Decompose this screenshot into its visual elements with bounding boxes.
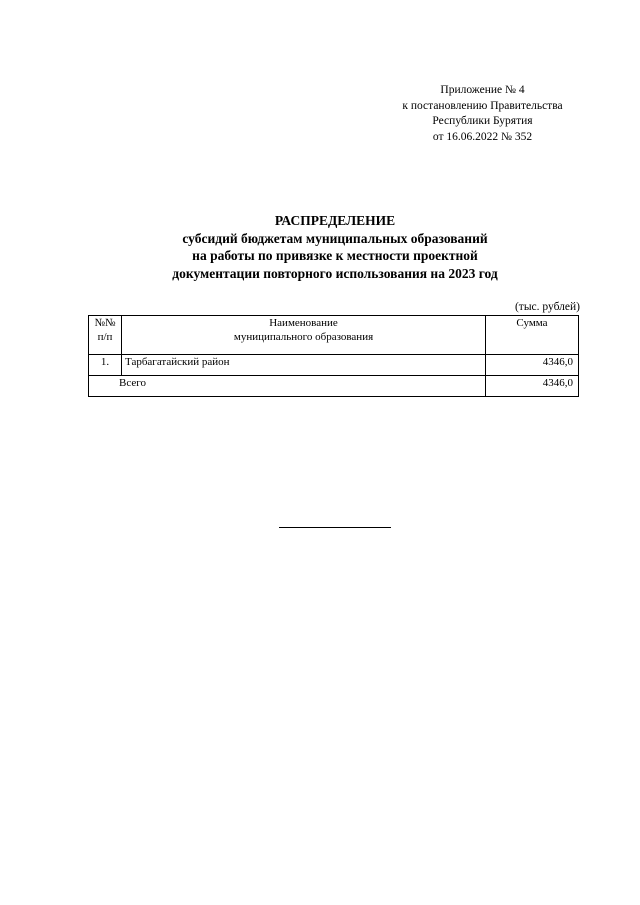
annex-resolution: к постановлению Правительства	[402, 99, 563, 112]
header-number-line-2: п/п	[97, 331, 113, 343]
annex-republic: Республики Бурятия	[432, 115, 533, 127]
annex-number: Приложение № 4	[440, 84, 525, 96]
total-label: Всего	[89, 376, 486, 397]
title-line-3: на работы по привязке к местности проектной	[192, 248, 478, 263]
title-line-2: субсидий бюджетам муниципальных образований	[182, 230, 488, 246]
annex-date: от 16.06.2022 № 352	[432, 130, 533, 143]
total-sum: 4346,0	[486, 376, 579, 397]
table-row	[89, 355, 579, 376]
annex-header	[370, 83, 595, 145]
header-number-line-1: №№	[94, 317, 116, 329]
distribution-table	[88, 315, 579, 397]
header-number	[89, 316, 122, 355]
header-name-line-2: муниципального образования	[233, 331, 374, 343]
table-total-row	[89, 376, 579, 397]
row-sum: 4346,0	[486, 355, 579, 376]
closing-divider	[279, 527, 391, 528]
title-line-4: документации повторного использования на 2023 год	[172, 265, 498, 281]
table-header-row	[89, 316, 579, 355]
header-name-line-1: Наименование	[269, 317, 338, 329]
header-sum: Сумма	[486, 316, 579, 355]
row-name: Тарбагатайский район	[122, 355, 486, 376]
document-title	[80, 212, 590, 282]
units-label: (тыс. рублей)	[514, 301, 580, 313]
title-line-1: РАСПРЕДЕЛЕНИЕ	[274, 213, 396, 228]
row-number: 1.	[89, 355, 122, 376]
header-name	[122, 316, 486, 355]
